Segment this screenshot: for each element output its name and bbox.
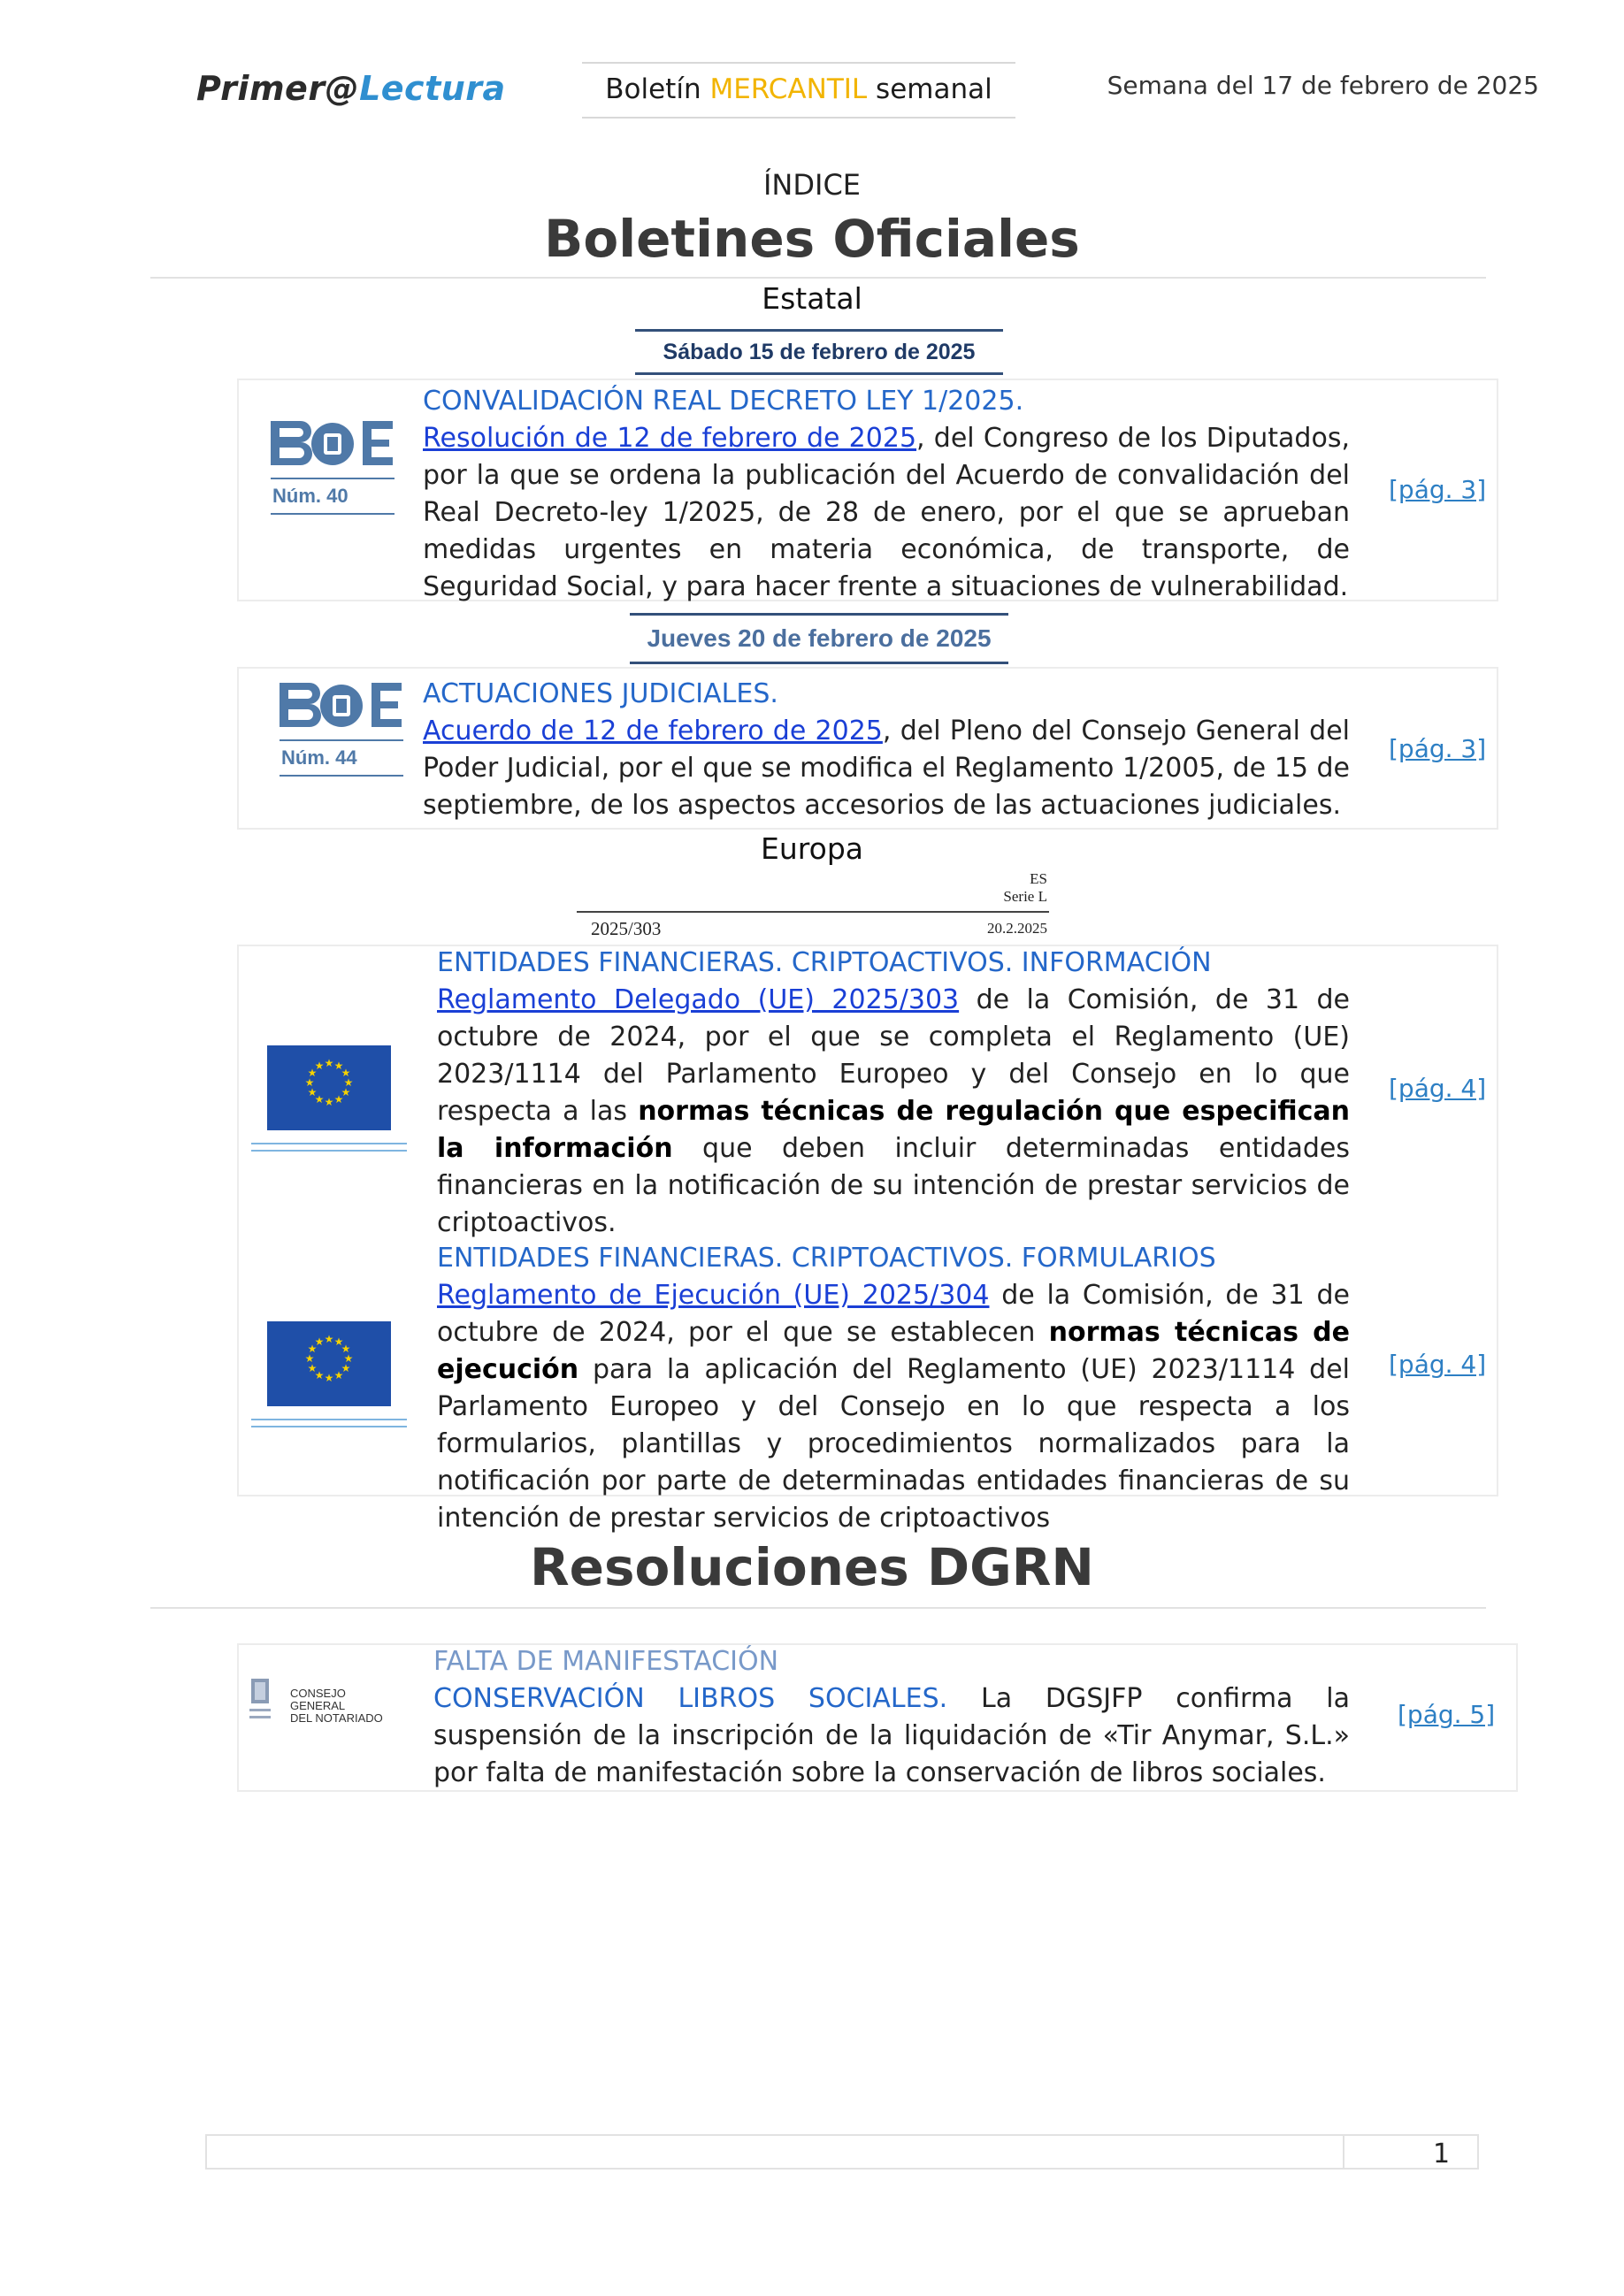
page-link[interactable]: [pág. 5] [1398, 1700, 1496, 1729]
boe-number: Núm. 40 [271, 478, 395, 515]
entry-link[interactable]: Reglamento Delegado (UE) 2025/303 [437, 984, 960, 1015]
eu-flag-icon [267, 1045, 391, 1130]
page-number: 1 [1433, 2139, 1451, 2170]
cgn-logo [246, 1670, 396, 1732]
boe-logo [271, 417, 395, 515]
entry-body: , del Congreso de los Diputados, por la que se ordena la publicación del Acuerdo de convalidación del Real Decreto-ley 1/2025, de 28 de enero, por el que se aprueban medidas urgentes en materia económica, de transporte, de Seguridad Social, y para hacer frente a situaciones de vulnerabilidad. [423, 423, 1350, 602]
svg-text:★: ★ [333, 1369, 344, 1381]
cgn-logo-text [290, 1688, 396, 1725]
section-dgrn: Resoluciones DGRN [530, 1537, 1094, 1597]
entry-body: de la Comisión, de 31 de octubre de 2024, por el que se completa el Reglamento (UE) 2023/1114 del Parlamento Europeo y del Consejo en lo que respecta a las [437, 984, 1350, 1127]
svg-text:★: ★ [307, 1362, 318, 1374]
oj-date: 20.2.2025 [987, 920, 1047, 937]
page-ref-2 [1389, 734, 1486, 763]
oj-lang: ES [1030, 870, 1047, 887]
eu-lines [251, 1419, 407, 1427]
page-link[interactable]: [pág. 4] [1389, 1350, 1487, 1379]
entry-text-1 [423, 383, 1350, 606]
entry-link[interactable]: Reglamento de Ejecución (UE) 2025/304 [437, 1280, 990, 1311]
svg-text:★: ★ [314, 1336, 325, 1348]
svg-text:★: ★ [314, 1060, 325, 1072]
entry-body: de la Comisión, de 31 de octubre de 2024, por el que se establecen [437, 1280, 1350, 1348]
svg-text:★: ★ [341, 1362, 351, 1374]
footer-divider [1343, 2134, 1344, 2170]
svg-text:★: ★ [307, 1086, 318, 1098]
entry-text-4 [437, 1240, 1350, 1537]
svg-text:★: ★ [304, 1076, 315, 1089]
subsection-estatal: Estatal [762, 281, 862, 316]
svg-text:★: ★ [314, 1369, 325, 1381]
subsection-europa: Europa [761, 831, 863, 866]
entry-title: CONVALIDACIÓN REAL DECRETO LEY 1/2025. [423, 386, 1024, 417]
page-ref-1 [1389, 475, 1486, 504]
entry-body: , del Pleno del Consejo General del Poder Judicial, por el que se modifica el Reglamento 1/2005, de 15 de septiembre, de los aspectos accesorios de las actuaciones judiciales. [423, 716, 1351, 821]
entry-text-5 [433, 1643, 1350, 1792]
svg-text:★: ★ [324, 1372, 334, 1384]
svg-text:★: ★ [343, 1352, 354, 1365]
svg-text:★: ★ [333, 1336, 344, 1348]
brand-part2: Lectura [359, 69, 506, 108]
oj-number: 2025/303 [591, 918, 662, 939]
svg-text:★: ★ [341, 1086, 351, 1098]
svg-text:★: ★ [324, 1333, 334, 1345]
entry-link[interactable]: Acuerdo de 12 de febrero de 2025 [423, 716, 883, 746]
eu-flag-logo-2 [267, 1321, 407, 1427]
week-label: Semana del 17 de febrero de 2025 [1107, 71, 1539, 100]
bulletin-pre: Boletín [605, 73, 710, 105]
entry-link[interactable]: Resolución de 12 de febrero de 2025 [423, 423, 917, 454]
entry-text-2 [423, 676, 1350, 824]
boe-logo [280, 679, 403, 777]
entry-title: CONSERVACIÓN LIBROS SOCIALES. [433, 1683, 948, 1714]
cgn-line1: CONSEJO GENERAL [290, 1687, 346, 1712]
svg-text:★: ★ [314, 1093, 325, 1106]
date-bar-2: Jueves 20 de febrero de 2025 [630, 613, 1008, 664]
svg-text:★: ★ [324, 1057, 334, 1069]
page-ref-3 [1389, 1074, 1486, 1103]
entry-body: La DGSJFP confirma la suspensión de la inscripción de la liquidación de «Tir Anymar, S.L.» por falta de manifestación sobre la conservación de libros sociales. [433, 1683, 1350, 1788]
svg-text:★: ★ [341, 1343, 351, 1355]
cgn-line2: DEL NOTARIADO [290, 1711, 383, 1725]
svg-text:★: ★ [307, 1067, 318, 1079]
eu-flag-icon [267, 1321, 391, 1406]
index-label: ÍNDICE [762, 168, 861, 202]
page-link[interactable]: [pág. 3] [1389, 475, 1487, 504]
oj-series: Serie L [1003, 888, 1047, 905]
svg-text:★: ★ [341, 1067, 351, 1079]
bulletin-post: semanal [867, 73, 992, 105]
entry-title: ACTUACIONES JUDICIALES. [423, 678, 778, 709]
entry-kicker: FALTA DE MANIFESTACIÓN [433, 1646, 779, 1677]
entry-text-3 [437, 945, 1350, 1242]
svg-text:★: ★ [333, 1093, 344, 1106]
brand-part1: Primer@ [196, 69, 360, 108]
date-bar-1: Sábado 15 de febrero de 2025 [635, 329, 1003, 375]
boe-icon [271, 417, 395, 471]
entry-body: que deben incluir determinadas entidades financieras en la notificación de su intención de prestar servicios de criptoactivos. [437, 1133, 1351, 1238]
svg-text:★: ★ [304, 1352, 315, 1365]
entry-body: para la aplicación del Reglamento (UE) 2023/1114 del Parlamento Europeo y del Consejo en lo que respecta a los formularios, plantillas y procedimientos normalizados para la notificación por parte de determinadas entidades financieras de su intención de prestar servicios de criptoactivos [437, 1354, 1350, 1534]
entry-title: ENTIDADES FINANCIERAS. CRIPTOACTIVOS. INFORMACIÓN [437, 947, 1212, 978]
svg-text:★: ★ [343, 1076, 354, 1089]
brand-logo [196, 69, 506, 108]
svg-text:★: ★ [333, 1060, 344, 1072]
bulletin-mercantil: MERCANTIL [709, 73, 868, 105]
entry-bold: normas técnicas de regulación que especifican la información [437, 1096, 1350, 1164]
boe-number: Núm. 44 [280, 739, 403, 777]
svg-text:★: ★ [324, 1096, 334, 1108]
entry-bold: normas técnicas de ejecución [437, 1317, 1350, 1385]
boe-icon [280, 679, 403, 732]
footer-box [205, 2134, 1479, 2170]
entry-title: ENTIDADES FINANCIERAS. CRIPTOACTIVOS. FORMULARIOS [437, 1243, 1216, 1274]
eu-lines [251, 1143, 407, 1152]
cgn-emblem-icon [246, 1670, 281, 1732]
divider [150, 277, 1486, 279]
page-ref-5 [1398, 1700, 1495, 1729]
divider [150, 1607, 1486, 1609]
svg-text:★: ★ [307, 1343, 318, 1355]
bulletin-title [582, 62, 1015, 119]
section-boletines: Boletines Oficiales [544, 209, 1080, 269]
page-link[interactable]: [pág. 4] [1389, 1074, 1487, 1103]
eu-flag-logo-1 [267, 1045, 407, 1152]
oj-rule [577, 911, 1049, 913]
page-link[interactable]: [pág. 3] [1389, 734, 1487, 763]
page-ref-4 [1389, 1350, 1486, 1379]
